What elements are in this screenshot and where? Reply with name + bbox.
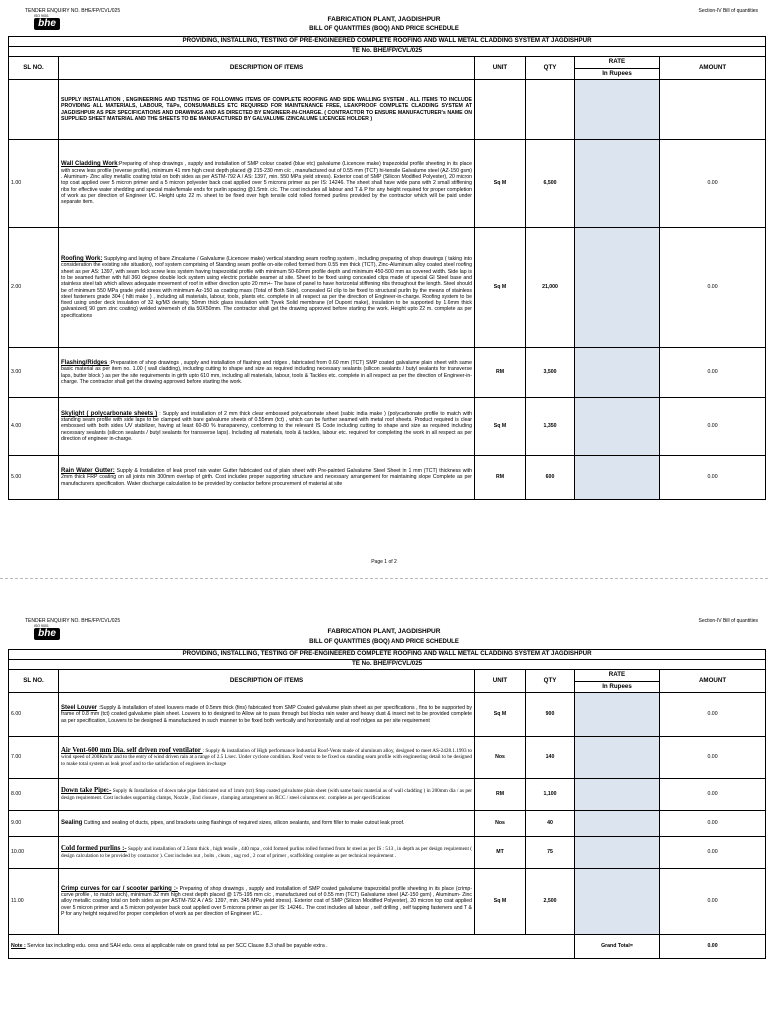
scope-title: PROVIDING, INSTALLING, TESTING OF PRE-ENGINEERED COMPLETE ROOFING AND WALL METAL CLADDING SYSTEM AT JAGDISHPUR bbox=[9, 37, 766, 47]
rate-input[interactable] bbox=[575, 80, 660, 140]
section-label: Section-IV Bill of quantities bbox=[698, 618, 758, 624]
scope-title: PROVIDING, INSTALLING, TESTING OF PRE-ENGINEERED COMPLETE ROOFING AND WALL METAL CLADDING SYSTEM AT JAGDISHPUR bbox=[9, 650, 766, 660]
page-separator bbox=[0, 578, 768, 607]
intro-text bbox=[59, 80, 475, 140]
table-row bbox=[9, 779, 766, 811]
row-description bbox=[59, 228, 475, 348]
item-text: Supplying and laying of bare Zincalume / Galvalume (Licencee make) vertical standing seam roofing system , including preparing of shop drawings ( taking into consideration the existing site situation), roof system comprising of Standing seam profile on-site rolled formed from 0.55 mm thick (TCT), Zinc-Aluminum alloy coated steel roofing sheet as per AS: 1397, with seam lock screw less system having trapezoidal profile with minimum 50-60mm profile depth and minimum 450-500 mm as covered width. Side lap is to be seamed further with full 360 degree double lock system using electric portable seamer at site. Sheet to be fixed using concealed clips made of special GI Steel base and stainless steel tab which allows adequate movement of roof in either direction upto 20 mm+- The base of panel to have horizontal stiffening ribs throughout the length. Steel should be of minimum 550 MPa grade yield stress with minimum Az-150 as coating mass (Total of Both Side). concealed GI clip to be fixed to structural purlin by the means of stainless steel fasteners grade 304 ( hilti make ) , including all materials, labour, tools, plants etc. complete in all respect as per the direction of Engineer-in-charge. Roofing system to be fixed using under deck insulation of 32 kg/M3 density, 50mm thick glass insulation with Tyvek Solid membrane (of Dupont make), insulation to be supported by 1.6mm thick galvanized( 90 gsm zinc coating) welded wiremesh of dia 50X50mm. The contractor shall get the drawing approved before starting the work. Height upto 22 m. complete as per specifications bbox=[61, 256, 472, 319]
row-amount: 0.00 bbox=[660, 869, 766, 935]
grand-total-row bbox=[9, 935, 766, 959]
row-sl: 10.00 bbox=[9, 837, 59, 869]
item-title: Roofing Work: bbox=[61, 256, 103, 263]
item-title: Sealing bbox=[61, 820, 83, 827]
logo-mark: bhe bbox=[34, 628, 60, 640]
row-qty: 40 bbox=[526, 811, 575, 837]
row-sl: 5.00 bbox=[9, 456, 59, 500]
col-rate: RATE bbox=[575, 670, 660, 682]
row-sl: 3.00 bbox=[9, 348, 59, 398]
table-row bbox=[9, 869, 766, 935]
row-sl: 8.00 bbox=[9, 779, 59, 811]
note-label: Note : bbox=[11, 943, 26, 950]
logo-tagline: ISO 9001 bbox=[34, 14, 49, 18]
te-number: TE No. BHE/FP/CVL/025 bbox=[9, 660, 766, 670]
rate-input[interactable] bbox=[575, 348, 660, 398]
row-sl: 9.00 bbox=[9, 811, 59, 837]
item-title: Wall Cladding Work bbox=[61, 161, 118, 168]
row-amount: 0.00 bbox=[660, 779, 766, 811]
col-rate-unit: In Rupees bbox=[575, 681, 660, 693]
table-row bbox=[9, 348, 766, 398]
rate-input[interactable] bbox=[575, 737, 660, 779]
row-amount: 0.00 bbox=[660, 737, 766, 779]
row-description bbox=[59, 456, 475, 500]
table-row bbox=[9, 398, 766, 456]
item-text: Supply & Installation of leak proof rain water Gutter fabricated out of plain sheet with Pre-painted Galvalume Steel Sheet in 1 mm (TCT) thickness with 2mm thick FRP coating on all joints min 300mm overlap of girth. Cost includes proper supporting structure and necessary arrangement for maintaining slope Complete as per manufacturers specification. Water discharge calculation to be provided by contactor before procurement of material at site bbox=[61, 468, 473, 487]
grand-total-label: Grand Total= bbox=[575, 935, 660, 959]
row-unit: RM bbox=[475, 348, 526, 398]
item-title: Flashing/Ridges bbox=[61, 359, 110, 366]
item-title: Rain Water Gutter: bbox=[61, 468, 115, 475]
note-text: Service tax including edu. cess and SAH edu. cess at applicable rate on grand total as per SCC Clause 8.3 shall be payable extra . bbox=[25, 943, 328, 950]
plant-title: FABRICATION PLANT, JAGDISHPUR bbox=[327, 16, 441, 23]
rate-input[interactable] bbox=[575, 456, 660, 500]
item-title: Skylight ( polycarbonate sheets ) bbox=[61, 410, 158, 417]
boq-title: BILL OF QUANTITIES (BOQ) AND PRICE SCHEDULE bbox=[309, 639, 459, 645]
row-qty: 2,500 bbox=[526, 869, 575, 935]
row-unit: RM bbox=[475, 779, 526, 811]
rate-input[interactable] bbox=[575, 140, 660, 228]
table-row bbox=[9, 228, 766, 348]
item-text: Supply and installation of 2.5mm thick , high tensile , 440 mpa , cold formed purlins rolled formed from hr steel as per IS : 513 , in depth as per design requirement ( design calculation to be provided by contractor ). Cost includes nut , bolts , cleats , sag rod , 2 coat of primer , scaffolding complete as per technical requirement . bbox=[61, 846, 472, 859]
table-row bbox=[9, 811, 766, 837]
item-text: Supply & Installation of down take pipe fabricated out of 1mm (tct) Smp coated galvalume plain sheet (with same basic material as of wall cladding ) in 200mm dia / as per design requirement. Cost includes supporting clamps, Nozzle , End closure , clamping arrangement on RCC / steel columns etc. complete as per specifications bbox=[61, 788, 472, 801]
row-amount: 0.00 bbox=[660, 811, 766, 837]
row-unit: Sq M bbox=[475, 693, 526, 737]
row-description bbox=[59, 737, 475, 779]
row-amount: 0.00 bbox=[660, 398, 766, 456]
row-sl: 4.00 bbox=[9, 398, 59, 456]
boq-table-page-2 bbox=[8, 649, 766, 959]
page-number: Page 1 of 2 bbox=[371, 559, 397, 565]
row-sl: 1.00 bbox=[9, 140, 59, 228]
col-amount: AMOUNT bbox=[660, 57, 766, 80]
col-qty: QTY bbox=[526, 57, 575, 80]
row-description bbox=[59, 140, 475, 228]
logo-mark: bhe bbox=[34, 18, 60, 30]
tender-reference: TENDER ENQUIRY NO. BHE/FP/CVL/025 bbox=[25, 618, 121, 624]
plant-title: FABRICATION PLANT, JAGDISHPUR bbox=[327, 628, 441, 635]
row-qty: 900 bbox=[526, 693, 575, 737]
tender-reference: TENDER ENQUIRY NO. BHE/FP/CVL/025 bbox=[25, 8, 121, 14]
col-rate: RATE bbox=[575, 57, 660, 69]
row-qty: 600 bbox=[526, 456, 575, 500]
te-number: TE No. BHE/FP/CVL/025 bbox=[9, 47, 766, 57]
col-unit: UNIT bbox=[475, 57, 526, 80]
intro-paragraph: SUPPLY INSTALLATION , ENGINEERING AND TESTING OF FOLLOWING ITEMS OF COMPLETE ROOFING AND SIDE WALLING SYSTEM . ALL ITEMS TO INCLUDE PROVIDING ALL MATERIALS, LABOUR, T&Ps, CONSUMABLES ETC REQUIRED FOR MAINTENANCE FREE, LEAKPROOF COMPLETE CLADDING SYSTEM AT JAGDISHPUR AS PER SPECIFICATIONS AND DRAWINGS AND AS DIRECTED BY ENGINEER-IN-CHARGE. ( CONTRACTOR TO ENSURE MANUFACTURER's NAME ON SUPPLIED SHEET MATERIAL AND THE SHEETS TO BE MANUFACTURED BY GALVALUME /ZINCALUME LICENCEE HOLDER ) bbox=[61, 96, 472, 122]
item-text: Cutting and sealing of ducts, pipes, and brackets using flashings of required sizes, silicon sealants, and form filler to make cutout leak proof. bbox=[82, 820, 405, 827]
row-qty: 75 bbox=[526, 837, 575, 869]
col-amount: AMOUNT bbox=[660, 670, 766, 693]
table-row bbox=[9, 837, 766, 869]
col-description: DESCRIPTION OF ITEMS bbox=[59, 670, 475, 693]
row-unit: Sq M bbox=[475, 869, 526, 935]
item-title: Cold formed purlins :- bbox=[61, 845, 127, 853]
row-amount: 0.00 bbox=[660, 693, 766, 737]
boq-page-2 bbox=[0, 610, 768, 1024]
row-unit: MT bbox=[475, 837, 526, 869]
rate-input[interactable] bbox=[575, 228, 660, 348]
row-description bbox=[59, 693, 475, 737]
row-qty: 3,500 bbox=[526, 348, 575, 398]
rate-input[interactable] bbox=[575, 693, 660, 737]
row-description bbox=[59, 837, 475, 869]
col-qty: QTY bbox=[526, 670, 575, 693]
col-unit: UNIT bbox=[475, 670, 526, 693]
row-qty: 1,350 bbox=[526, 398, 575, 456]
row-description bbox=[59, 779, 475, 811]
rate-input[interactable] bbox=[575, 869, 660, 935]
row-unit: Nos bbox=[475, 737, 526, 779]
row-unit: Sq M bbox=[475, 398, 526, 456]
row-unit: Sq M bbox=[475, 140, 526, 228]
row-unit: Nos bbox=[475, 811, 526, 837]
item-text: :Preparing of shop drawings , supply and installation of SMP colour coated (blue etc) galvalume (Licencee make) trapezoidal profile sheeting in its place with screw less profile (reverse profile), minimum 41 mm high crest depth placed @ 215-230 mm c/c , manufactured out of 0.55 mm (TCT) hi-tensile Galvalume steel (AZ-150 gsm) . Aluminum- Zinc alloy metallic coating total on both sides as per ASTM-792 A / AS: 1397, min. 550 MPa yield stress). Exterior coat of SMP (Silicon Modified Polyester), 20 micron top coat applied over 5 micron primer and a 5 micron polyester back coat applied over 5 microns primer as per IS: 14246. The sheet shall have wide pans with 2 small stiffening ribs for effective water shedding and special male/female ends for purlin spacing @1.5mtr. c/c. The cost includes all labour and T & P for any height required for proper completion of work as per direction of Engineer I/C. Height upto 22 m. sheet to be fixed over high tensile cold rolled formed purlins provided by the contractor which will be paid under separate item. bbox=[61, 161, 472, 206]
item-title: Down take Pipe:- bbox=[61, 787, 112, 795]
boq-title: BILL OF QUANTITIES (BOQ) AND PRICE SCHEDULE bbox=[309, 26, 459, 32]
logo-tagline: ISO 9001 bbox=[34, 624, 49, 628]
row-sl: 11.00 bbox=[9, 869, 59, 935]
boq-table-page-1 bbox=[8, 36, 766, 500]
rate-input[interactable] bbox=[575, 811, 660, 837]
item-text: :Preparation of shop drawings , supply and installation of flashing and ridges , fabricated from 0.60 mm (TCT) SMP coated galvalume plain sheet with same basic material as per item no. 1.00 ( wall cladding), including cutting to shape and size as required including necessary sealants (silicon sealants / butyl sealants for transverse laps, butter block ) as per the site requirements in girth upto 610 mm, including all materials, labour, tools & Tackles etc. complete in all respect as per the direction of Engineer-in-charge. The contractor shall get the drawing approved before starting the work. bbox=[61, 359, 472, 385]
row-amount: 0.00 bbox=[660, 140, 766, 228]
item-title: Crimp curves for car / scooter parking :- bbox=[61, 885, 178, 892]
rate-input[interactable] bbox=[575, 837, 660, 869]
table-row bbox=[9, 737, 766, 779]
row-sl: 2.00 bbox=[9, 228, 59, 348]
grand-total-value: 0.00 bbox=[660, 935, 766, 959]
row-qty: 140 bbox=[526, 737, 575, 779]
item-text: : Supply & installation of High performance Industrial Roof-Vents made of aluminum alloy, designed to meet AS-2428.1.1993 to wind speed of 200Km/hr and to the entry of wind driven rain at a range of 2.5 L/sec. Under cyclone condition. Roof vents to be fixed on standing seam profile with engineering detail to be designed to make total system as leak proof and to the satisfaction of engineers in-charge bbox=[61, 748, 472, 767]
row-qty: 21,000 bbox=[526, 228, 575, 348]
item-text: :Supply & installation of steel louvers made of 0.5mm thick (fins) fabricated from SMP Coated galvalume plain sheet as per specifications , fins to be supported by frame of 0.8 mm (tct) coated galvalume plain sheet. Louvers to to designed to Allow air to pass through but blocks rain water and heavy dust & insect net to be provided complete as per specification, Louvers to be designed & manufactured in such manner to be fixed both vertically and horizontally and at roof ridges as per site requirement bbox=[61, 705, 473, 724]
item-title: Steel Louver bbox=[61, 705, 98, 712]
row-qty: 6,500 bbox=[526, 140, 575, 228]
item-text: Preparing of shop drawings , supply and installation of SMP coated galvalume trapezoidal profile sheeting in its place (crimp- curve profile , to match arch), minimum 32 mm high crest depth placed @ 175-195 mm c/c , manufactured out of 0.55 mm (TCT) Galvalume steel (AZ-150 gsm) , Aluminum- Zinc alloy metallic coating total on both sides as per ASTM-792 A / AS: 1397, min. 345 MPa yield stress). Exterior coat of SMP (Silicon Modified Polyester), 20 micron top coat applied over 5 micron primer and a 5 micron polyester back coat applied over 5 microns primer as per IS: 14246.. The cost includes all labour , self drilling , self tapping fasteners and T & P for any height required for proper completion of work as per direction of Engineer I/C.. bbox=[61, 885, 472, 917]
row-sl: 6.00 bbox=[9, 693, 59, 737]
row-description bbox=[59, 869, 475, 935]
item-text: : Supply and installation of 2 mm thick clear embossed polycarbonate sheet (sabic india make ) (polycarbonate profile to match with standing seam profile with side laps to be clamped with bare galvalume sheets of 0.55mm (tct) , which can be further seamed with metal roof sheets. Product required is clear embossed with both sides UV stabilizer, having at least 60-80 % transparency, conforming to the relevant IS Code including cutting to shape and size as required including necessary sealants (silicon sealants / butyl sealants for transverse laps). Including all materials, tools & tackles, labour etc. required for completing the work in all respect as per direction of engineer in-charge. bbox=[61, 410, 472, 442]
row-amount: 0.00 bbox=[660, 348, 766, 398]
row-unit: Sq M bbox=[475, 228, 526, 348]
section-label: Section-IV Bill of quantities bbox=[698, 8, 758, 14]
rate-input[interactable] bbox=[575, 779, 660, 811]
row-description bbox=[59, 398, 475, 456]
col-sl-no: SL NO. bbox=[9, 57, 59, 80]
row-amount: 0.00 bbox=[660, 228, 766, 348]
table-row bbox=[9, 140, 766, 228]
item-title: Air Vent-600 mm Dia. self driven roof ventilator bbox=[61, 747, 203, 755]
tax-note bbox=[9, 935, 575, 959]
row-unit: RM bbox=[475, 456, 526, 500]
col-rate-unit: In Rupees bbox=[575, 68, 660, 80]
row-qty: 1,100 bbox=[526, 779, 575, 811]
row-sl: 7.00 bbox=[9, 737, 59, 779]
rate-input[interactable] bbox=[575, 398, 660, 456]
table-row bbox=[9, 693, 766, 737]
row-description bbox=[59, 811, 475, 837]
col-description: DESCRIPTION OF ITEMS bbox=[59, 57, 475, 80]
row-description bbox=[59, 348, 475, 398]
table-row bbox=[9, 456, 766, 500]
col-sl-no: SL NO. bbox=[9, 670, 59, 693]
row-amount: 0.00 bbox=[660, 837, 766, 869]
row-amount: 0.00 bbox=[660, 456, 766, 500]
